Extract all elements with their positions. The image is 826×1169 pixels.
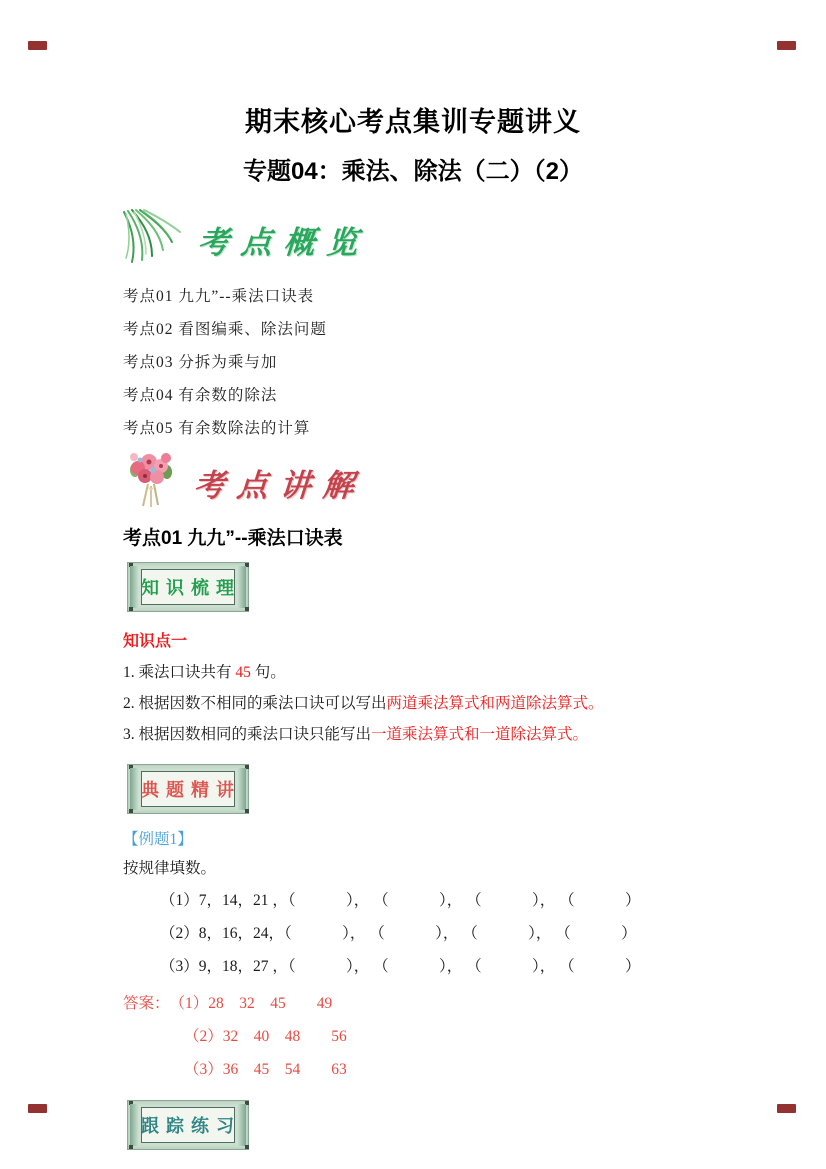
answer-row-3: （3）36 45 54 63 bbox=[184, 1061, 347, 1078]
kp2-text: 2. 根据因数不相同的乘法口诀可以写出 bbox=[123, 695, 387, 712]
sequence-row-3: （3）9，18，27 ，（ ）， （ ）， （ ）， （ ） bbox=[160, 958, 641, 975]
banner-panel bbox=[141, 771, 235, 807]
answer-line-1 bbox=[123, 987, 826, 1020]
sequence-row-1: （1）7，14，21 ，（ ）， （ ）， （ ）， （ ） bbox=[160, 892, 641, 909]
kp1-highlight: 45 bbox=[235, 664, 251, 681]
kp1-text: 1. 乘法口诀共有 bbox=[123, 664, 236, 681]
exam-point-list bbox=[123, 280, 826, 445]
scroll-roll-left bbox=[130, 768, 139, 810]
section-title-kaodian01: 考点01 九九”--乘法口诀表 bbox=[123, 528, 343, 549]
explain-header bbox=[122, 451, 826, 513]
exam-point-item-04: 考点04 有余数的除法 bbox=[123, 387, 278, 404]
practice-banner bbox=[127, 1100, 249, 1150]
corner-mark-top-left bbox=[28, 41, 47, 50]
corner-mark-top-right bbox=[777, 41, 796, 50]
knowledge-banner bbox=[127, 562, 249, 612]
example-1-label: 【例题1】 bbox=[123, 831, 193, 848]
explain-heading-text: 考点讲解 bbox=[192, 467, 368, 503]
knowledge-point-2 bbox=[123, 688, 826, 719]
corner-mark-bottom-right bbox=[777, 1104, 796, 1113]
practice-banner-label: 跟 踪 练 习 bbox=[141, 1116, 236, 1136]
answer-row-1: （1）28 32 45 49 bbox=[169, 995, 333, 1012]
examples-banner bbox=[127, 764, 249, 814]
banner-panel bbox=[141, 1107, 235, 1143]
answer-row-2: （2）32 40 48 56 bbox=[184, 1028, 347, 1045]
exam-point-item-03: 考点03 分拆为乘与加 bbox=[123, 354, 278, 371]
scroll-roll-left bbox=[130, 1104, 139, 1146]
answer-label: 答案： bbox=[123, 995, 170, 1012]
example-1-prompt: 按规律填数。 bbox=[123, 860, 217, 877]
overview-header bbox=[118, 208, 826, 270]
sequence-row-2: （2）8，16，24，（ ）， （ ）， （ ）， （ ） bbox=[160, 925, 637, 942]
exam-point-item-02: 考点02 看图编乘、除法问题 bbox=[123, 321, 327, 338]
exam-point-item-01: 考点01 九九”--乘法口诀表 bbox=[123, 288, 315, 305]
kp3-text: 3. 根据因数相同的乘法口诀只能写出 bbox=[123, 726, 372, 743]
scroll-roll-right bbox=[237, 566, 246, 608]
scroll-roll-right bbox=[237, 768, 246, 810]
scroll-roll-left bbox=[130, 566, 139, 608]
willow-branch-icon bbox=[118, 208, 184, 271]
kp3-highlight: 一道乘法算式和一道除法算式。 bbox=[371, 726, 589, 743]
page-title: 期末核心考点集训专题讲义 bbox=[245, 107, 581, 137]
knowledge-point-1 bbox=[123, 657, 826, 688]
exam-point-item-05: 考点05 有余数除法的计算 bbox=[123, 420, 311, 437]
scroll-roll-right bbox=[237, 1104, 246, 1146]
corner-mark-bottom-left bbox=[28, 1104, 47, 1113]
answer-block bbox=[0, 987, 826, 1086]
knowledge-point-3 bbox=[123, 719, 826, 750]
banner-panel bbox=[141, 569, 235, 605]
page-subtitle: 专题04：乘法、除法（二）（2） bbox=[242, 158, 584, 185]
kp2-highlight: 两道乘法算式和两道除法算式。 bbox=[386, 695, 604, 712]
examples-banner-label: 典 题 精 讲 bbox=[141, 780, 236, 800]
knowledge-banner-label: 知 识 梳 理 bbox=[141, 578, 236, 598]
flower-bouquet-icon bbox=[122, 448, 180, 517]
overview-heading-text: 考点概览 bbox=[196, 224, 372, 260]
knowledge-point-title: 知识点一 bbox=[123, 633, 188, 650]
kp1-tail: 句。 bbox=[250, 664, 286, 681]
